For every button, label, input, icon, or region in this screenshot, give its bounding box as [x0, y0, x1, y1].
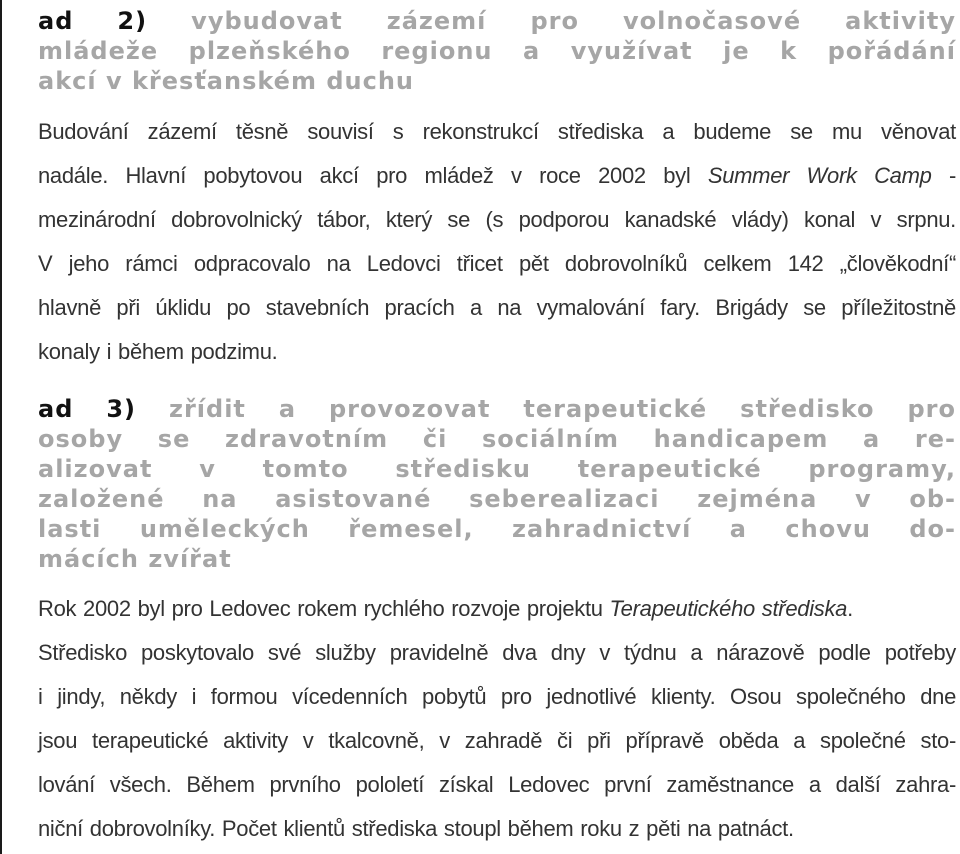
section-tag: ad 3) — [38, 395, 137, 423]
heading-line: akcí v křesťanském duchu — [38, 67, 414, 95]
project-name-italic: Terapeutického střediska — [609, 596, 848, 621]
section-3-paragraph — [38, 587, 956, 851]
paragraph-line — [38, 587, 956, 631]
heading-line: lasti uměleckých řemesel, zahradnictví a chovu do- — [38, 515, 956, 543]
paragraph-line: konaly i během podzimu. — [38, 339, 278, 364]
line-text: . — [847, 596, 853, 621]
heading-line: mládeže plzeňského regionu a využívat je k pořádání — [38, 37, 956, 65]
left-margin-rule — [0, 0, 2, 854]
paragraph-line: lování všech. Během prvního pololetí získal Ledovec první zaměstnance a další zahra- — [38, 772, 956, 797]
heading-line: alizovat v tomto středisku terapeutické programy, — [38, 455, 956, 483]
heading-line: založené na asistované seberealizaci zejména v ob- — [38, 485, 956, 513]
paragraph-line: mezinárodní dobrovolnický tábor, který se (s podporou kanadské vlády) konal v srpnu. — [38, 207, 956, 232]
heading-line: osoby se zdravotním či sociálním handicapem a re- — [38, 425, 956, 453]
paragraph-line: i jindy, někdy i formou vícedenních pobytů pro jednotlivé klienty. Osou společného dne — [38, 684, 956, 709]
heading-line — [38, 394, 956, 424]
event-name-italic: Summer Work Camp — [707, 163, 932, 188]
paragraph-line: niční dobrovolníky. Počet klientů střediska stoupl během roku z pěti na patnáct. — [38, 816, 794, 841]
section-tag: ad 2) — [38, 7, 148, 35]
line-text: Rok 2002 byl pro Ledovec rokem rychlého rozvoje projektu — [38, 596, 610, 621]
section-3-heading — [38, 394, 956, 574]
paragraph-line: Budování zázemí těsně souvisí s rekonstrukcí střediska a budeme se mu věnovat — [38, 119, 956, 144]
paragraph-line: Středisko poskytovalo své služby pravidelně dva dny v týdnu a nárazově podle potřeby — [38, 640, 956, 665]
paragraph-line: hlavně při úklidu po stavebních pracích a na vymalování fary. Brigády se příležitostně — [38, 295, 956, 320]
heading-text: zřídit a provozovat terapeutické středisko pro — [168, 395, 957, 423]
section-2-paragraph — [38, 110, 956, 374]
heading-line — [38, 6, 956, 36]
line-text: - — [931, 163, 956, 188]
paragraph-line — [38, 154, 956, 198]
heading-line: mácích zvířat — [38, 545, 232, 573]
paragraph-line: jsou terapeutické aktivity v tkalcovně, v zahradě či při přípravě oběda a společné sto- — [38, 728, 956, 753]
line-text: nadále. Hlavní pobytovou akcí pro mládež v roce 2002 byl — [38, 163, 708, 188]
paragraph-line: V jeho rámci odpracovalo na Ledovci třicet pět dobrovolníků celkem 142 „člověkodní“ — [38, 251, 956, 276]
section-2-heading — [38, 6, 956, 96]
heading-text: vybudovat zázemí pro volnočasové aktivity — [191, 7, 956, 35]
